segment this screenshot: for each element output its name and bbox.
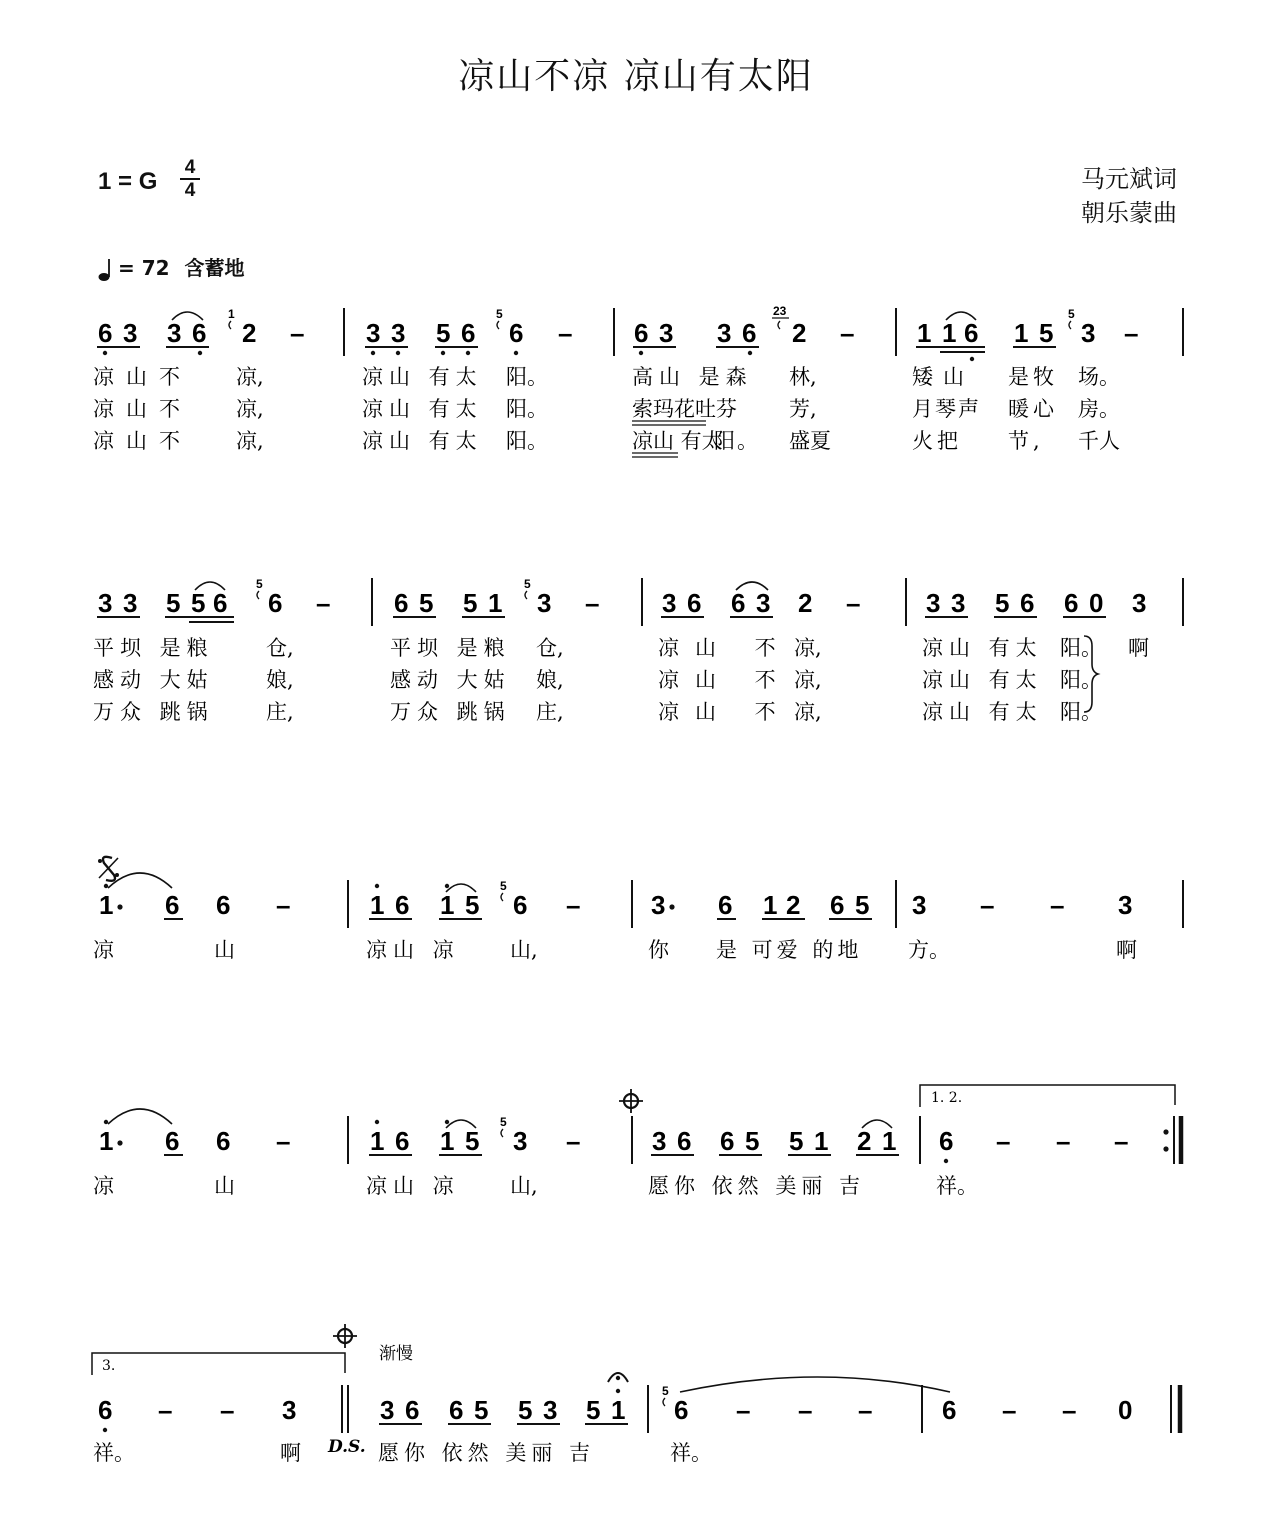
svg-text:6: 6	[718, 890, 733, 920]
svg-text:凉山不: 凉山不	[93, 429, 192, 453]
svg-text:3: 3	[1132, 588, 1147, 618]
svg-text:是 可爱 的地: 是 可爱 的地	[716, 938, 863, 962]
system-1	[93, 304, 1183, 457]
svg-text:6: 6	[720, 1126, 735, 1156]
svg-text:–: –	[1056, 1126, 1071, 1156]
svg-text:1: 1	[99, 1126, 114, 1156]
svg-text:–: –	[158, 1395, 173, 1425]
svg-text:–: –	[1062, 1395, 1077, 1425]
svg-text:凉山 不: 凉山 不	[658, 636, 792, 660]
svg-text:–: –	[566, 890, 581, 920]
svg-text:6: 6	[830, 890, 845, 920]
svg-text:凉,: 凉,	[236, 429, 264, 453]
svg-text:场。: 场。	[1078, 365, 1120, 389]
svg-text:万众 跳锅: 万众 跳锅	[93, 700, 214, 724]
svg-text:凉: 凉	[93, 1174, 114, 1198]
svg-text:月琴声: 月琴声	[912, 397, 981, 421]
svg-text:庄,: 庄,	[266, 700, 294, 724]
svg-text:凉,: 凉,	[236, 365, 264, 389]
svg-text:盛夏: 盛夏	[789, 429, 831, 453]
svg-text:千人: 千人	[1078, 429, 1120, 453]
svg-text:–: –	[840, 318, 855, 348]
svg-text:5: 5	[465, 1126, 480, 1156]
svg-text:凉山 有太: 凉山 有太	[362, 397, 483, 421]
svg-text:3: 3	[659, 318, 674, 348]
svg-text:6: 6	[674, 1395, 689, 1425]
svg-text:3: 3	[123, 588, 138, 618]
svg-text:5: 5	[586, 1395, 601, 1425]
svg-text:6: 6	[395, 1126, 410, 1156]
svg-text:阳。: 阳。	[506, 429, 548, 453]
svg-text:祥。: 祥。	[670, 1441, 712, 1465]
svg-text:3: 3	[926, 588, 941, 618]
svg-text:凉,: 凉,	[794, 668, 822, 692]
svg-text:6: 6	[1064, 588, 1079, 618]
svg-text:3: 3	[951, 588, 966, 618]
svg-text:6: 6	[461, 318, 476, 348]
svg-text:6: 6	[216, 890, 231, 920]
svg-text:5: 5	[1068, 307, 1075, 321]
svg-text:–: –	[1114, 1126, 1129, 1156]
svg-text:6: 6	[1020, 588, 1035, 618]
svg-text:感动 大姑: 感动 大姑	[93, 668, 214, 692]
svg-text:阳。: 阳。	[506, 397, 548, 421]
svg-text:阳。: 阳。	[1060, 700, 1102, 724]
svg-text:1: 1	[814, 1126, 829, 1156]
svg-text:6: 6	[216, 1126, 231, 1156]
svg-text:平坝 是粮: 平坝 是粮	[93, 636, 214, 660]
svg-text:3: 3	[652, 1126, 667, 1156]
svg-text:5: 5	[789, 1126, 804, 1156]
svg-text:5: 5	[474, 1395, 489, 1425]
svg-text:凉山 有太: 凉山 有太	[362, 429, 483, 453]
svg-text:凉: 凉	[93, 938, 114, 962]
svg-text:3: 3	[662, 588, 677, 618]
svg-text:2: 2	[798, 588, 813, 618]
svg-text:6: 6	[939, 1126, 954, 1156]
svg-text:–: –	[858, 1395, 873, 1425]
svg-text:6: 6	[268, 588, 283, 618]
svg-text:–: –	[1050, 890, 1065, 920]
svg-text:–: –	[798, 1395, 813, 1425]
svg-text:6: 6	[731, 588, 746, 618]
svg-text:1: 1	[488, 588, 503, 618]
expression-text: 含蓄地	[184, 256, 245, 280]
svg-text:–: –	[566, 1126, 581, 1156]
svg-text:节,: 节,	[1008, 429, 1044, 453]
svg-text:祥。: 祥。	[93, 1441, 135, 1465]
svg-text:3: 3	[651, 890, 666, 920]
svg-text:芳,: 芳,	[789, 397, 817, 421]
svg-text:凉山不: 凉山不	[93, 365, 192, 389]
svg-text:凉山 凉: 凉山 凉	[366, 1174, 460, 1198]
svg-text:1: 1	[763, 890, 778, 920]
svg-text:凉山 不: 凉山 不	[658, 700, 792, 724]
svg-text:5: 5	[855, 890, 870, 920]
svg-text:1: 1	[228, 307, 235, 321]
svg-text:–: –	[996, 1126, 1011, 1156]
svg-text:凉,: 凉,	[236, 397, 264, 421]
svg-text:5: 5	[500, 1115, 507, 1129]
svg-text:–: –	[220, 1395, 235, 1425]
svg-text:3: 3	[1081, 318, 1096, 348]
composer: 朝乐蒙曲	[1081, 199, 1177, 227]
svg-text:1. 2.: 1. 2.	[931, 1090, 963, 1106]
svg-text:1: 1	[882, 1126, 897, 1156]
svg-text:5: 5	[419, 588, 434, 618]
svg-text:矮山: 矮山	[912, 365, 974, 389]
svg-text:5: 5	[436, 318, 451, 348]
svg-text:2: 2	[242, 318, 257, 348]
svg-text:暖心: 暖心	[1008, 397, 1058, 421]
svg-text:凉山 不: 凉山 不	[658, 668, 792, 692]
svg-text:1: 1	[1014, 318, 1029, 348]
svg-text:愿你 依然 美丽 吉: 愿你 依然 美丽 吉	[648, 1174, 866, 1198]
svg-text:1: 1	[370, 890, 385, 920]
svg-text:感动 大姑: 感动 大姑	[390, 668, 511, 692]
svg-text:凉山 有太: 凉山 有太	[922, 700, 1043, 724]
svg-text:5: 5	[463, 588, 478, 618]
svg-text:火把: 火把	[912, 429, 962, 453]
svg-text:凉山 有太: 凉山 有太	[632, 429, 723, 453]
svg-text:–: –	[980, 890, 995, 920]
svg-text:6: 6	[742, 318, 757, 348]
svg-text:3: 3	[366, 318, 381, 348]
svg-text:2: 2	[792, 318, 807, 348]
svg-text:3: 3	[756, 588, 771, 618]
svg-text:娘,: 娘,	[536, 668, 564, 692]
svg-text:是牧: 是牧	[1008, 365, 1058, 389]
coda-icon	[619, 1089, 643, 1113]
svg-text:6: 6	[165, 1126, 180, 1156]
svg-text:3: 3	[543, 1395, 558, 1425]
svg-text:2: 2	[857, 1126, 872, 1156]
svg-text:啊: 啊	[1116, 938, 1137, 962]
svg-text:愿你 依然 美丽 吉: 愿你 依然 美丽 吉	[378, 1441, 596, 1465]
svg-text:3: 3	[282, 1395, 297, 1425]
svg-text:5: 5	[995, 588, 1010, 618]
svg-text:3: 3	[380, 1395, 395, 1425]
svg-text:凉山不: 凉山不	[93, 397, 192, 421]
svg-text:6: 6	[394, 588, 409, 618]
svg-text:3: 3	[123, 318, 138, 348]
svg-text:5: 5	[256, 577, 263, 591]
svg-text:6: 6	[687, 588, 702, 618]
svg-text:23: 23	[773, 304, 787, 318]
svg-text:阳。: 阳。	[714, 429, 760, 453]
svg-text:5: 5	[191, 588, 206, 618]
coda-icon-2	[333, 1324, 357, 1348]
svg-text:5: 5	[465, 890, 480, 920]
svg-text:山,: 山,	[510, 938, 538, 962]
svg-text:山,: 山,	[510, 1174, 538, 1198]
svg-text:庄,: 庄,	[536, 700, 564, 724]
svg-text:凉山 有太: 凉山 有太	[922, 636, 1043, 660]
svg-text:6: 6	[405, 1395, 420, 1425]
svg-text:房。: 房。	[1078, 397, 1120, 421]
tempo-value: = 72	[118, 256, 170, 280]
time-signature-top: 4	[184, 157, 196, 178]
svg-text:3: 3	[391, 318, 406, 348]
svg-text:6: 6	[964, 318, 979, 348]
svg-text:1: 1	[440, 890, 455, 920]
time-signature-bottom: 4	[184, 180, 196, 201]
svg-text:高山 是森: 高山 是森	[632, 365, 753, 389]
svg-text:0: 0	[1118, 1395, 1133, 1425]
svg-text:D.S.: D.S.	[328, 1437, 366, 1457]
svg-text:–: –	[846, 588, 861, 618]
svg-text:啊: 啊	[280, 1441, 301, 1465]
svg-text:平坝 是粮: 平坝 是粮	[390, 636, 511, 660]
system-5	[92, 1324, 1180, 1465]
svg-text:6: 6	[98, 1395, 113, 1425]
song-title: 凉山不凉 凉山有太阳	[458, 56, 814, 97]
fermata-icon	[608, 1373, 628, 1382]
svg-text:0: 0	[1089, 588, 1104, 618]
svg-text:–: –	[558, 318, 573, 348]
svg-text:6: 6	[165, 890, 180, 920]
system-3	[93, 857, 1183, 962]
svg-text:5: 5	[518, 1395, 533, 1425]
svg-text:5: 5	[662, 1384, 669, 1398]
svg-text:–: –	[1002, 1395, 1017, 1425]
svg-text:6: 6	[449, 1395, 464, 1425]
svg-text:3: 3	[717, 318, 732, 348]
svg-text:3: 3	[513, 1126, 528, 1156]
svg-text:阳。: 阳。	[1060, 668, 1102, 692]
svg-text:5: 5	[166, 588, 181, 618]
svg-text:6: 6	[98, 318, 113, 348]
svg-text:仓,: 仓,	[536, 636, 564, 660]
svg-text:方。: 方。	[908, 938, 950, 962]
svg-text:6: 6	[513, 890, 528, 920]
svg-text:–: –	[585, 588, 600, 618]
svg-text:5: 5	[500, 879, 507, 893]
segno-icon	[98, 857, 119, 881]
svg-text:5: 5	[524, 577, 531, 591]
svg-text:6: 6	[213, 588, 228, 618]
svg-text:1: 1	[440, 1126, 455, 1156]
svg-text:1: 1	[370, 1126, 385, 1156]
svg-text:–: –	[736, 1395, 751, 1425]
svg-text:阳。: 阳。	[1060, 636, 1102, 660]
svg-text:凉山 凉: 凉山 凉	[366, 938, 460, 962]
svg-text:5: 5	[1039, 318, 1054, 348]
svg-text:山: 山	[214, 1174, 235, 1198]
svg-text:万众 跳锅: 万众 跳锅	[390, 700, 511, 724]
svg-text:6: 6	[942, 1395, 957, 1425]
svg-text:–: –	[276, 890, 291, 920]
key-signature: 1 = G	[98, 168, 158, 195]
svg-text:–: –	[290, 318, 305, 348]
lyricist: 马元斌词	[1081, 165, 1177, 193]
svg-text:山: 山	[214, 938, 235, 962]
svg-text:啊: 啊	[1128, 636, 1149, 660]
svg-text:6: 6	[395, 890, 410, 920]
svg-text:祥。: 祥。	[936, 1174, 978, 1198]
svg-text:5: 5	[496, 307, 503, 321]
svg-text:3: 3	[167, 318, 182, 348]
svg-text:索玛花吐芬: 索玛花吐芬	[632, 397, 737, 421]
system-4	[93, 1085, 1181, 1198]
svg-text:林,: 林,	[789, 365, 817, 389]
svg-text:凉,: 凉,	[794, 636, 822, 660]
svg-text:1: 1	[99, 890, 114, 920]
system-2	[93, 577, 1183, 724]
svg-text:凉山 有太: 凉山 有太	[922, 668, 1043, 692]
svg-text:–: –	[276, 1126, 291, 1156]
svg-text:3: 3	[1118, 890, 1133, 920]
svg-text:6: 6	[634, 318, 649, 348]
svg-text:凉,: 凉,	[794, 700, 822, 724]
svg-text:3: 3	[537, 588, 552, 618]
svg-text:3: 3	[912, 890, 927, 920]
svg-text:3.: 3.	[102, 1358, 116, 1374]
svg-text:渐慢: 渐慢	[379, 1344, 413, 1364]
svg-text:–: –	[1124, 318, 1139, 348]
svg-text:6: 6	[192, 318, 207, 348]
svg-text:2: 2	[786, 890, 801, 920]
svg-text:5: 5	[745, 1126, 760, 1156]
svg-text:1: 1	[942, 318, 957, 348]
svg-text:你: 你	[648, 938, 669, 962]
svg-text:娘,: 娘,	[266, 668, 294, 692]
svg-text:6: 6	[677, 1126, 692, 1156]
svg-text:6: 6	[509, 318, 524, 348]
svg-text:仓,: 仓,	[266, 636, 294, 660]
svg-text:–: –	[316, 588, 331, 618]
svg-text:3: 3	[98, 588, 113, 618]
svg-text:1: 1	[917, 318, 932, 348]
svg-text:1: 1	[611, 1395, 626, 1425]
svg-text:阳。: 阳。	[506, 365, 548, 389]
svg-text:凉山 有太: 凉山 有太	[362, 365, 483, 389]
